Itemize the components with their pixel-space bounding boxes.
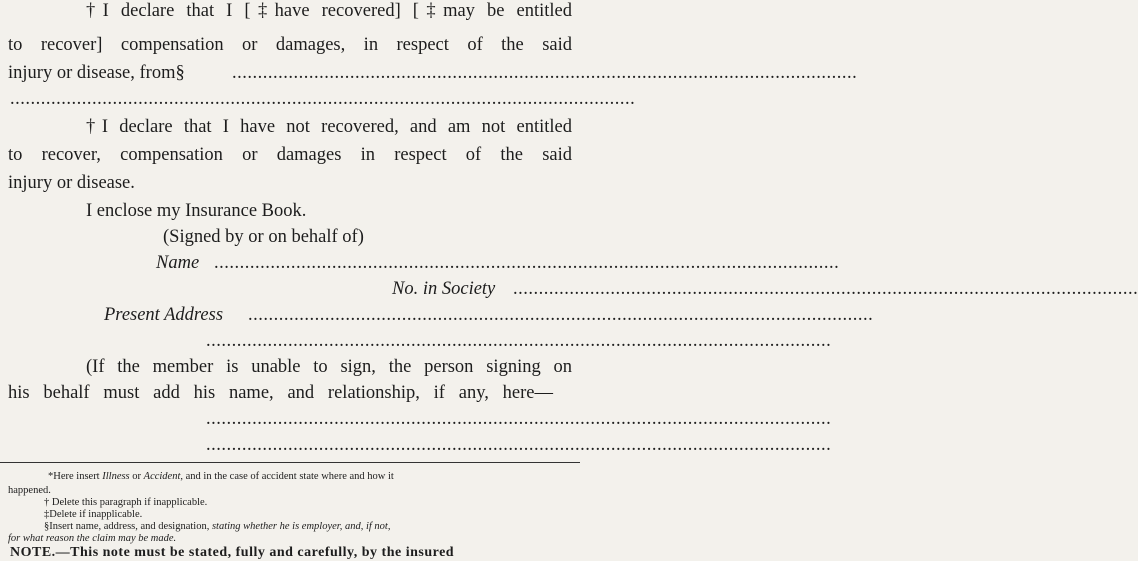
enclose-statement: I enclose my Insurance Book. — [86, 201, 307, 221]
member-note-line2: his behalf must add his name, and relationship, if any, here— — [8, 383, 553, 403]
footnote-divider — [0, 462, 580, 463]
para2-line1: †I declare that I have not recovered, and am not entitled — [86, 117, 572, 137]
signed-by-label: (Signed by or on behalf of) — [163, 227, 364, 247]
footnote-4-cont: for what reason the claim may be made. — [8, 533, 177, 544]
para1-line2: to recover] compensation or damages, in respect of the said — [8, 35, 572, 55]
society-number-field[interactable]: .......................................................................................................................... — [513, 279, 1138, 299]
society-label: No. in Society — [392, 279, 496, 299]
footnote-4: §Insert name, address, and designation, stating whether he is employer, and, if not, — [44, 521, 391, 532]
para2-line2: to recover, compensation or damages in respect of the said — [8, 145, 572, 165]
footnote-1-cont: happened. — [8, 485, 51, 496]
from-dot-leader-2: .......................................................................................................................... — [10, 89, 636, 109]
note-cutoff: NOTE.—This note must be stated, fully and carefully, by the insured — [10, 545, 455, 560]
name-field[interactable]: .......................................................................................................................... — [214, 253, 840, 273]
relationship-field-2[interactable]: .......................................................................................................................... — [206, 435, 832, 455]
para1-line3: injury or disease, from§ — [8, 63, 185, 83]
member-note-line1: (If the member is unable to sign, the person signing on — [86, 357, 572, 377]
relationship-field[interactable]: .......................................................................................................................... — [206, 409, 832, 429]
address-field-2[interactable]: .......................................................................................................................... — [206, 331, 832, 351]
footnote-3: ‡Delete if inapplicable. — [44, 509, 143, 520]
footnote-2: † Delete this paragraph if inapplicable. — [44, 497, 208, 508]
address-label: Present Address — [104, 305, 224, 325]
para2-line3: injury or disease. — [8, 173, 135, 193]
name-label: Name — [156, 253, 200, 273]
para1-line1: †I declare that I [‡have recovered] [‡may be entitled — [86, 1, 572, 21]
footnote-1: *Here insert Illness or Accident, and in the case of accident state where and how it — [48, 471, 394, 482]
from-dot-leader: .......................................................................................................................... — [232, 63, 858, 83]
address-field[interactable]: .......................................................................................................................... — [248, 305, 874, 325]
